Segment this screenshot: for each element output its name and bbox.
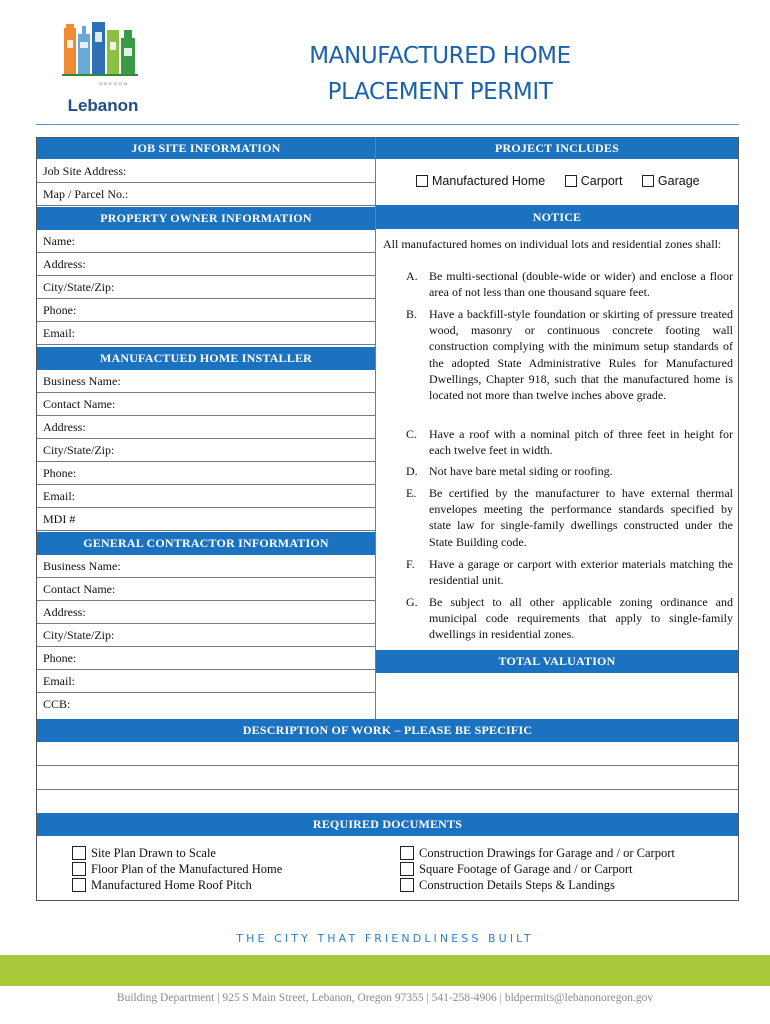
checkbox[interactable] bbox=[642, 175, 654, 187]
contractor-ccb-field[interactable]: CCB: bbox=[43, 697, 71, 711]
map-parcel-field[interactable]: Map / Parcel No.: bbox=[37, 183, 375, 206]
description-line[interactable] bbox=[37, 766, 738, 790]
owner-city-state-zip-field[interactable]: City/State/Zip: bbox=[37, 276, 375, 299]
installer-city-state-zip-field[interactable]: City/State/Zip: bbox=[37, 439, 375, 462]
installer-business-name-field[interactable]: Business Name: bbox=[37, 370, 375, 393]
checkbox[interactable] bbox=[565, 175, 577, 187]
job-site-section bbox=[37, 160, 375, 206]
option-carport[interactable]: Carport bbox=[565, 174, 623, 188]
checkbox[interactable] bbox=[72, 846, 86, 860]
title-line-2: PLACEMENT PERMIT bbox=[327, 79, 553, 105]
total-valuation-input[interactable] bbox=[376, 673, 738, 719]
contractor-section bbox=[37, 555, 375, 716]
project-includes-header: PROJECT INCLUDES bbox=[376, 138, 738, 159]
notice-item-b: B. Have a backfill-style foundation or skirting of pressure treated wood, masonry or continuous concrete footing wall construction complying with the minimum setup standards of the adopted State Administrative Rules for Manufactured Dwellings, Chapter 918, such that the manufactured home is located not more than twelve inches above grade. bbox=[406, 307, 733, 403]
document-item[interactable]: Square Footage of Garage and / or Carport bbox=[400, 861, 675, 877]
documents-left-list bbox=[72, 845, 282, 893]
document-item[interactable]: Floor Plan of the Manufactured Home bbox=[72, 861, 282, 877]
footer-green-band bbox=[0, 955, 770, 986]
city-tagline: THE CITY THAT FRIENDLINESS BUILT bbox=[236, 932, 534, 945]
job-site-address-field[interactable]: Job Site Address: bbox=[37, 160, 375, 183]
notice-item-f: F. Have a garage or carport with exterior materials matching the residential unit. bbox=[406, 557, 733, 588]
description-line[interactable] bbox=[37, 790, 738, 813]
required-documents-header: REQUIRED DOCUMENTS bbox=[37, 813, 738, 836]
checkbox[interactable] bbox=[400, 878, 414, 892]
header-divider bbox=[36, 124, 739, 125]
notice-item-e: E. Be certified by the manufacturer to have external thermal envelopes meeting the performance standards specified by state law for single-family dwellings constructed under the State Building code. bbox=[406, 486, 733, 549]
project-includes-options bbox=[416, 174, 700, 188]
title-line-1: MANUFACTURED HOME bbox=[309, 43, 571, 69]
document-item[interactable]: Manufactured Home Roof Pitch bbox=[72, 877, 282, 893]
notice-header: NOTICE bbox=[376, 205, 738, 229]
logo-wordmark: Lebanon bbox=[67, 96, 139, 115]
installer-email-field[interactable]: Email: bbox=[37, 485, 375, 508]
notice-body bbox=[383, 236, 733, 252]
checkbox[interactable] bbox=[416, 175, 428, 187]
contractor-phone-field[interactable]: Phone: bbox=[37, 647, 375, 670]
checkbox[interactable] bbox=[72, 878, 86, 892]
installer-mdi-field[interactable]: MDI # bbox=[37, 508, 375, 531]
owner-phone-field[interactable]: Phone: bbox=[37, 299, 375, 322]
page-title bbox=[240, 38, 640, 110]
document-item[interactable]: Construction Details Steps & Landings bbox=[400, 877, 675, 893]
description-line[interactable] bbox=[37, 742, 738, 766]
document-item[interactable]: Site Plan Drawn to Scale bbox=[72, 845, 282, 861]
installer-contact-name-field[interactable]: Contact Name: bbox=[37, 393, 375, 416]
contractor-contact-name-field[interactable]: Contact Name: bbox=[37, 578, 375, 601]
owner-section bbox=[37, 230, 375, 345]
owner-email-field[interactable]: Email: bbox=[37, 322, 375, 345]
notice-item-a: A. Be multi-sectional (double-wide or wider) and enclose a floor area of not less than one thousand square feet. bbox=[406, 269, 733, 300]
checkbox[interactable] bbox=[400, 862, 414, 876]
job-site-header: JOB SITE INFORMATION bbox=[37, 138, 375, 159]
option-garage[interactable]: Garage bbox=[642, 174, 700, 188]
owner-address-field[interactable]: Address: bbox=[37, 253, 375, 276]
description-header: DESCRIPTION OF WORK – PLEASE BE SPECIFIC bbox=[37, 719, 738, 742]
logo-tagline: OREGON bbox=[99, 81, 129, 86]
checkbox[interactable] bbox=[400, 846, 414, 860]
document-item[interactable]: Construction Drawings for Garage and / or Carport bbox=[400, 845, 675, 861]
checkbox[interactable] bbox=[72, 862, 86, 876]
contractor-city-state-zip-field[interactable]: City/State/Zip: bbox=[37, 624, 375, 647]
documents-right-list bbox=[400, 845, 675, 893]
notice-item-c: C. Have a roof with a nominal pitch of three feet in height for each twelve feet in width. bbox=[406, 427, 733, 458]
contractor-business-name-field[interactable]: Business Name: bbox=[37, 555, 375, 578]
contractor-header: GENERAL CONTRACTOR INFORMATION bbox=[37, 532, 375, 555]
installer-header: MANUFACTUED HOME INSTALLER bbox=[37, 347, 375, 370]
contractor-email-field[interactable]: Email: bbox=[37, 670, 375, 693]
notice-item-g: G. Be subject to all other applicable zoning ordinance and municipal code requirements that apply to single-family dwellings in residential zones. bbox=[406, 595, 733, 642]
contractor-address-field[interactable]: Address: bbox=[37, 601, 375, 624]
owner-name-field[interactable]: Name: bbox=[37, 230, 375, 253]
notice-intro: All manufactured homes on individual lots and residential zones shall: bbox=[383, 237, 722, 251]
installer-section bbox=[37, 370, 375, 531]
installer-phone-field[interactable]: Phone: bbox=[37, 462, 375, 485]
owner-header: PROPERTY OWNER INFORMATION bbox=[37, 207, 375, 230]
total-valuation-header: TOTAL VALUATION bbox=[376, 650, 738, 673]
option-manufactured-home[interactable]: Manufactured Home bbox=[416, 174, 545, 188]
installer-address-field[interactable]: Address: bbox=[37, 416, 375, 439]
notice-item-d: D. Not have bare metal siding or roofing. bbox=[406, 464, 613, 478]
footer-contact-info: Building Department | 925 S Main Street, Lebanon, Oregon 97355 | 541-258-4906 | bldpermits@lebanonoregon.gov bbox=[116, 992, 654, 1004]
